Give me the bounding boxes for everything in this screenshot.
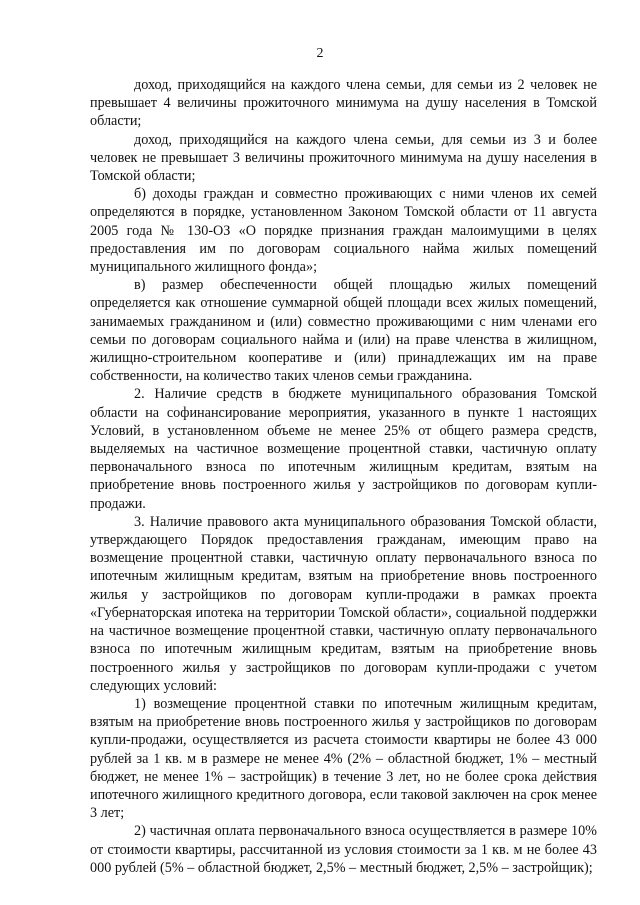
paragraph-3-legal-act: 3. Наличие правового акта муниципального образования Томской области, утверждающего Порядок предоставления гражданам, имеющим право на возмещение процентной ставки, частичную оплату первоначального взноса по ипотечным жилищным кредитам, взятым на приобретение вновь построенного жилья у застройщиков по договорам купли-продажи в рамках проекта «Губернаторская ипотека на территории Томской области», социальной поддержки на частичное возмещение процентной ставки, частичную оплату первоначального взноса по ипотечным жилищным кредитам, взятым на приобретение вновь построенного жилья у застройщиков по договорам купли-продажи с учетом следующих условий: (90, 513, 597, 694)
page-number: 2 (316, 46, 324, 61)
document-body (90, 76, 597, 877)
paragraph-2-down-payment: 2) частичная оплата первоначального взноса осуществляется в размере 10% от стоимости квартиры, рассчитанной из условия стоимости за 1 кв. м не более 43 000 рублей (5% – областной бюджет, 2,5% – местный бюджет, 2,5% – застройщик); (90, 823, 597, 876)
paragraph-2-budget-funds: 2. Наличие средств в бюджете муниципального образования Томской области на софинансирование мероприятия, указанного в пункте 1 настоящих Условий, в установленном объеме не менее 25% от общего размера средств, выделяемых на частичное возмещение процентной ставки, частичную оплату первоначального взноса по ипотечным жилищным кредитам, взятым на приобретение вновь построенного жилья у застройщиков по договорам купли-продажи. (90, 386, 597, 512)
paragraph-b-income-calculation: б) доходы граждан и совместно проживающих с ними членов их семей определяются в порядке, установленном Законом Томской области от 11 августа 2005 года № 130-ОЗ «О порядке признания граждан малоимущими в целях предоставления им по договорам социального найма жилых помещений муниципального жилищного фонда»; (90, 186, 597, 276)
paragraph-v-living-space: в) размер обеспеченности общей площадью жилых помещений определяется как отношение суммарной общей площади всех жилых помещений, занимаемых гражданином и (или) совместно проживающими с ним членами его семьи по договорам социального найма и (или) на праве членства в жилищном, жилищно-строительном кооперативе и (или) принадлежащих им на праве собственности, на количество таких членов семьи гражданина. (90, 277, 597, 385)
paragraph-income-family-of-three: доход, приходящийся на каждого члена семьи, для семьи из 3 и более человек не превышает 3 величины прожиточного минимума на душу населения в Томской области; (90, 131, 597, 185)
paragraph-1-interest-reimbursement: 1) возмещение процентной ставки по ипотечным жилищным кредитам, взятым на приобретение вновь построенного жилья у застройщиков по договорам купли-продажи, осуществляется из расчета стоимости квартиры не более 43 000 рублей за 1 кв. м в размере не менее 4% (2% – областной бюджет, 1% – местный бюджет, не менее 1% – застройщик) в течение 3 лет, но не более срока действия ипотечного жилищного кредитного договора, если таковой заключен на срок менее 3 лет; (90, 695, 597, 822)
paragraph-income-family-of-two: доход, приходящийся на каждого члена семьи, для семьи из 2 человек не превышает 4 величины прожиточного минимума на душу населения в Томской области; (90, 77, 597, 130)
